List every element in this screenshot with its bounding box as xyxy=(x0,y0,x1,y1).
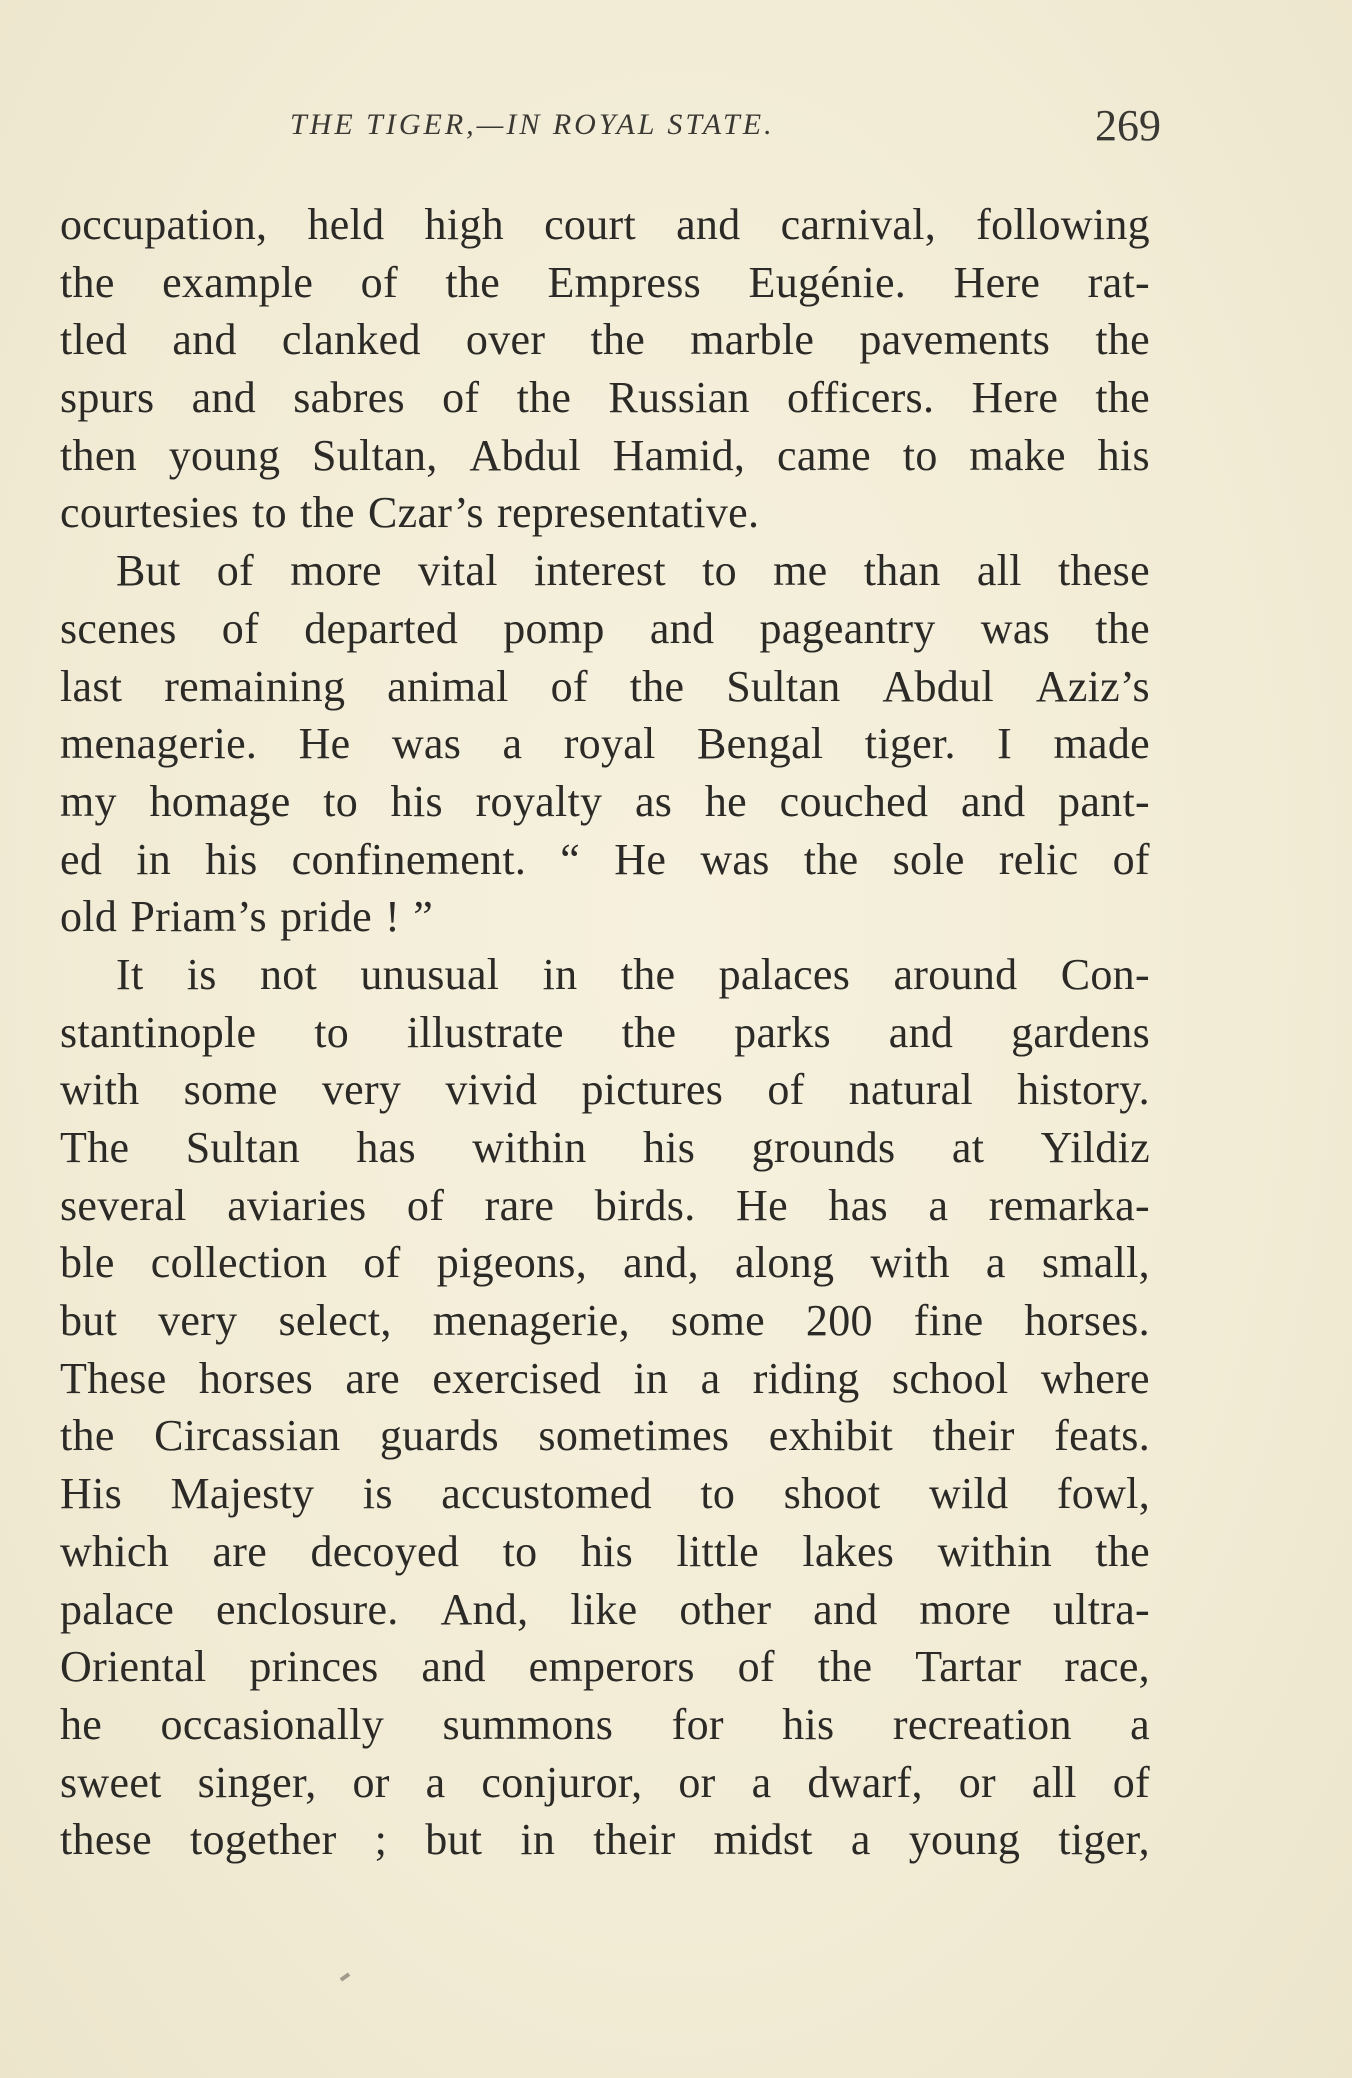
text-line: menagerie. He was a royal Bengal tiger. I made xyxy=(60,719,1150,769)
text-line: These horses are exercised in a riding school where xyxy=(60,1353,1150,1403)
text-line: last remaining animal of the Sultan Abdul Aziz’s xyxy=(60,661,1150,711)
page-number: 269 xyxy=(1095,101,1161,150)
text-line: the Circassian guards sometimes exhibit their feats. xyxy=(60,1411,1150,1461)
text-line: Oriental princes and emperors of the Tartar race, xyxy=(60,1642,1150,1692)
text-line: occupation, held high court and carnival, following xyxy=(60,200,1150,249)
text-line: stantinople to illustrate the parks and gardens xyxy=(60,1007,1150,1057)
text-line: ble collection of pigeons, and, along with a small, xyxy=(60,1238,1150,1288)
paragraph xyxy=(60,946,1150,1869)
text-line: but very select, menagerie, some 200 fine horses. xyxy=(60,1296,1150,1346)
running-title: THE TIGER,—IN ROYAL STATE. xyxy=(290,108,775,141)
paragraph xyxy=(60,196,1150,542)
text-line: But of more vital interest to me than all these xyxy=(116,546,1150,596)
text-line: The Sultan has within his grounds at Yildiz xyxy=(60,1123,1150,1172)
text-line: then young Sultan, Abdul Hamid, came to make his xyxy=(60,430,1150,480)
text-line: these together ; but in their midst a young tiger, xyxy=(60,1815,1150,1865)
text-line: palace enclosure. And, like other and more ultra- xyxy=(60,1584,1150,1634)
text-line: It is not unusual in the palaces around Con- xyxy=(116,949,1150,999)
text-line: ed in his confinement. “ He was the sole relic of xyxy=(60,834,1150,884)
text-line: His Majesty is accustomed to shoot wild fowl, xyxy=(60,1469,1150,1519)
text-line: courtesies to the Czar’s representative. xyxy=(60,488,760,538)
text-line: scenes of departed pomp and pageantry was the xyxy=(60,603,1150,653)
text-line: with some very vivid pictures of natural history. xyxy=(60,1065,1150,1115)
ink-smudge xyxy=(340,1972,350,1981)
text-line: several aviaries of rare birds. He has a remarka- xyxy=(60,1180,1150,1230)
paragraph xyxy=(60,542,1150,946)
text-line: he occasionally summons for his recreation a xyxy=(60,1699,1150,1749)
text-line: my homage to his royalty as he couched and pant- xyxy=(60,776,1150,826)
text-line: tled and clanked over the marble pavements the xyxy=(60,315,1150,365)
text-line: old Priam’s pride ! ” xyxy=(60,892,434,942)
text-line: sweet singer, or a conjuror, or a dwarf, or all of xyxy=(60,1757,1150,1807)
text-line: the example of the Empress Eugénie. Here rat- xyxy=(60,257,1150,307)
text-line: which are decoyed to his little lakes within the xyxy=(60,1526,1150,1576)
text-line: spurs and sabres of the Russian officers. Here the xyxy=(60,373,1150,423)
body-text xyxy=(60,196,1150,1869)
